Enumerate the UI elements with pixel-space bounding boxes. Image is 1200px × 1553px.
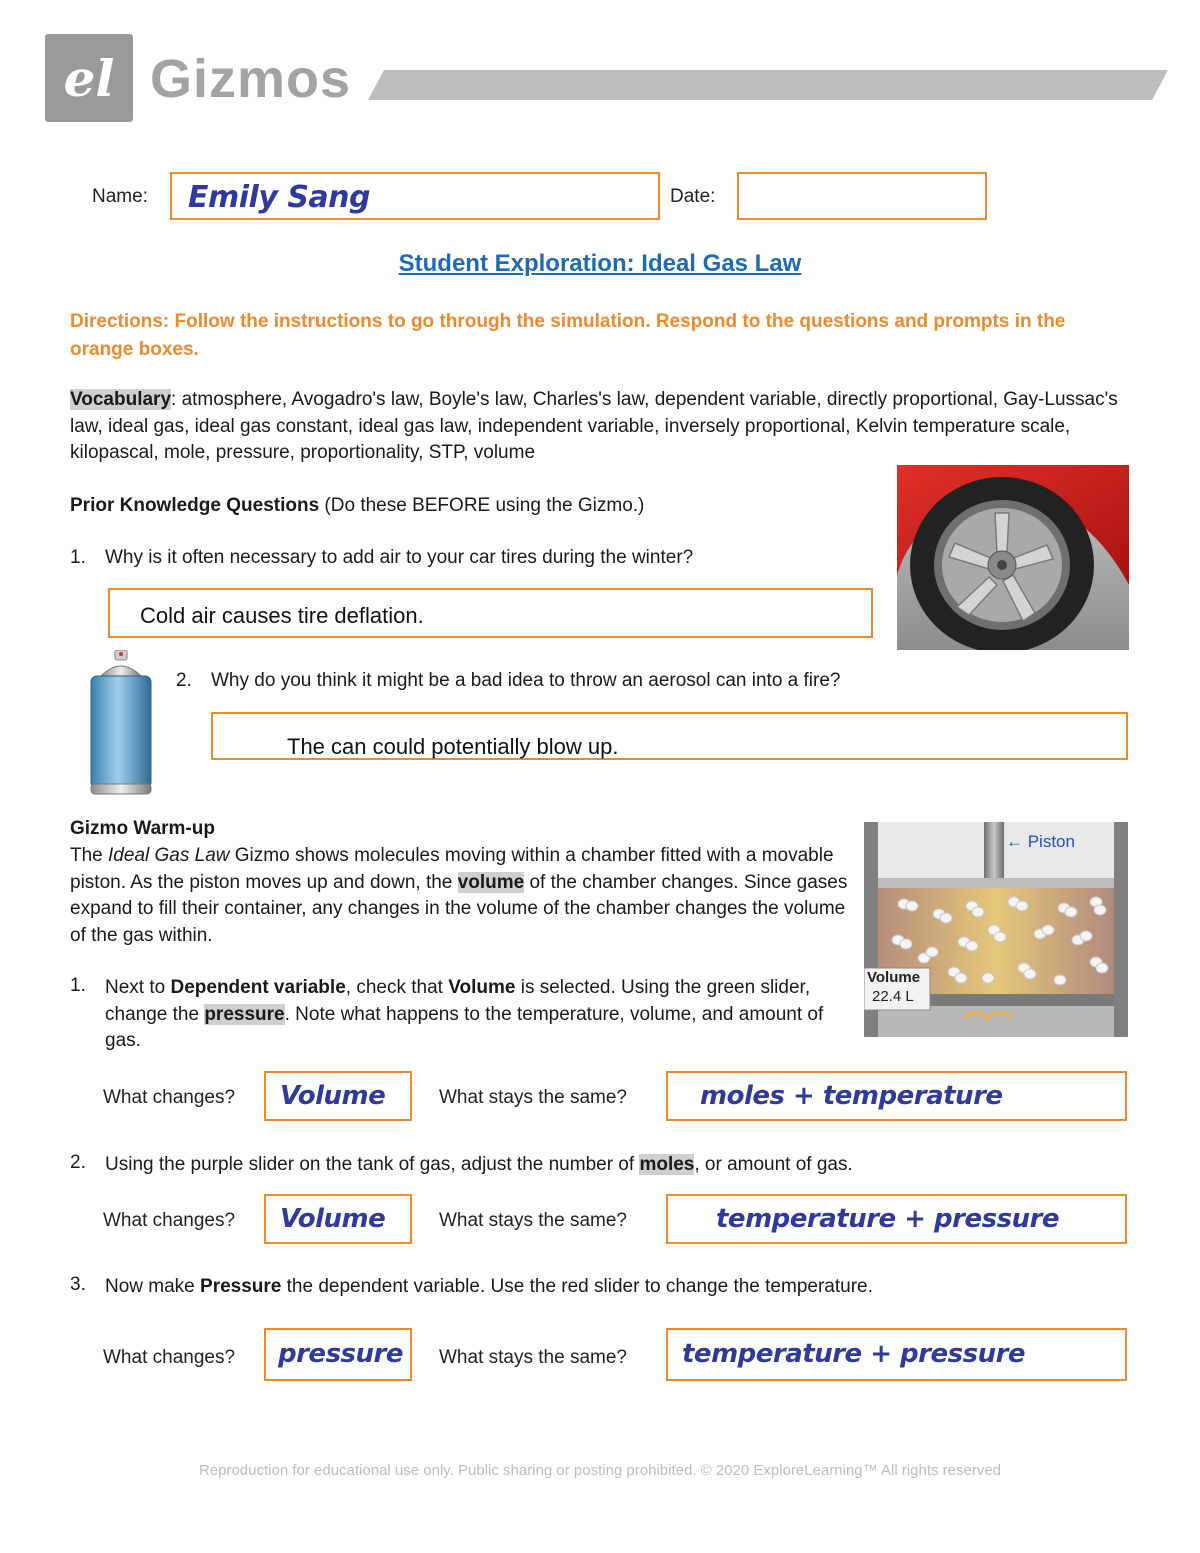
wu-q1-d: Volume xyxy=(448,977,516,998)
warmup-intro-volume: volume xyxy=(457,871,525,893)
pk-q1-number: 1. xyxy=(70,547,86,568)
wu-q1-e: is selected. Using the green slider, change the xyxy=(105,977,811,1025)
vocabulary-paragraph xyxy=(70,387,1140,467)
prior-knowledge-heading xyxy=(70,493,644,520)
brand-logo xyxy=(45,34,133,122)
vocabulary-label: Vocabulary xyxy=(70,389,172,410)
wu-q1-number: 1. xyxy=(70,975,86,996)
wu-q1-changes-answer: Volume xyxy=(280,1081,386,1111)
wu-q1-g: . Note what happens to the temperature, volume, and amount of gas. xyxy=(105,1003,824,1051)
warmup-intro-part2: Gizmo shows molecules moving within a chamber fitted with a movable piston. As the piston moves up and down, the xyxy=(70,845,834,893)
wu-q1-same-answer: moles + temperature xyxy=(700,1081,1003,1111)
volume-value: 22.4 L xyxy=(872,988,914,1005)
wu-q1-text xyxy=(105,975,850,1055)
car-tire-image xyxy=(897,465,1129,650)
wu-q1-same-label: What stays the same? xyxy=(439,1087,627,1108)
wu-q2-changes-answer: Volume xyxy=(280,1204,386,1234)
page-title: Student Exploration: Ideal Gas Law xyxy=(398,250,802,277)
wu-q2-b: moles xyxy=(639,1154,695,1175)
warmup-intro-part3: of the chamber changes. Since gases expand to fill their container, any changes in the volume of the chamber changes the volume of the gas within. xyxy=(70,871,848,946)
aerosol-can-image xyxy=(87,650,155,798)
wu-q2-a: Using the purple slider on the tank of gas, adjust the number of xyxy=(105,1154,640,1175)
prior-knowledge-title: Prior Knowledge Questions xyxy=(70,495,320,516)
wu-q3-c: the dependent variable. Use the red slider to change the temperature. xyxy=(281,1276,873,1297)
vocabulary-text: : atmosphere, Avogadro's law, Boyle's law, Charles's law, dependent variable, directly proportional, Gay-Lussac's law, ideal gas, ideal gas constant, ideal gas law, independent variable, inversely proportional, Kelvin temperature scale, kilopascal, mole, pressure, proportionality, STP, volume xyxy=(70,389,1118,463)
name-value: Emily Sang xyxy=(188,180,371,215)
pk-q2-text: Why do you think it might be a bad idea to throw an aerosol can into a fire? xyxy=(211,670,841,691)
wu-q1-changes-label: What changes? xyxy=(103,1087,236,1108)
name-label: Name: xyxy=(92,186,148,207)
wu-q3-same-answer: temperature + pressure xyxy=(682,1339,1026,1369)
date-field[interactable] xyxy=(737,172,987,220)
wu-q1-f: pressure xyxy=(204,1003,285,1025)
date-label: Date: xyxy=(670,186,716,207)
header-bar xyxy=(368,70,1168,100)
wu-q3-same-label: What stays the same? xyxy=(439,1347,627,1368)
wu-q2-number: 2. xyxy=(70,1152,86,1173)
warmup-intro-italic: Ideal Gas Law xyxy=(108,845,230,866)
wu-q2-changes-box[interactable] xyxy=(264,1194,412,1244)
wu-q3-number: 3. xyxy=(70,1274,86,1295)
wu-q2-text xyxy=(105,1152,1105,1179)
pk-a1-box[interactable] xyxy=(108,588,873,638)
pk-q2-number: 2. xyxy=(176,670,192,691)
wu-q3-text xyxy=(105,1274,1105,1301)
wu-q1-b: Dependent variable xyxy=(170,977,346,998)
footer-notice: Reproduction for educational use only. Public sharing or posting prohibited. © 2020 ExploreLearning™ All rights reserved xyxy=(198,1462,1002,1479)
wu-q2-c: , or amount of gas. xyxy=(694,1154,853,1175)
pk-q1-text: Why is it often necessary to add air to your car tires during the winter? xyxy=(105,547,694,568)
wu-q2-same-label: What stays the same? xyxy=(439,1210,627,1231)
name-field[interactable] xyxy=(170,172,660,220)
wu-q2-same-answer: temperature + pressure xyxy=(716,1204,1060,1234)
warmup-heading: Gizmo Warm-up xyxy=(70,818,215,839)
wu-q3-b: Pressure xyxy=(200,1276,282,1297)
wu-q1-c: , check that xyxy=(345,977,449,998)
piston-label: ← Piston xyxy=(1006,832,1075,851)
wu-q3-same-box[interactable] xyxy=(666,1328,1127,1381)
wu-q3-changes-box[interactable] xyxy=(264,1328,412,1381)
wu-q3-changes-answer: pressure xyxy=(278,1339,403,1369)
ideal-gas-simulation-image xyxy=(864,822,1128,1037)
directions: Directions: Follow the instructions to go through the simulation. Respond to the questions and prompts in the orange boxes. xyxy=(70,311,1066,360)
logo-glyph: el xyxy=(63,48,115,108)
wu-q2-same-box[interactable] xyxy=(666,1194,1127,1244)
wu-q3-changes-label: What changes? xyxy=(103,1347,236,1368)
wu-q1-changes-box[interactable] xyxy=(264,1071,412,1121)
warmup-intro xyxy=(70,843,850,949)
pk-a2-box[interactable] xyxy=(211,712,1128,760)
wu-q2-changes-label: What changes? xyxy=(103,1210,236,1231)
pk-a1-text: Cold air causes tire deflation. xyxy=(140,603,424,628)
wu-q1-same-box[interactable] xyxy=(666,1071,1127,1121)
prior-knowledge-note: (Do these BEFORE using the Gizmo.) xyxy=(319,495,645,516)
pk-a2-text: The can could potentially blow up. xyxy=(287,734,619,759)
warmup-intro-part1: The xyxy=(70,845,109,866)
wu-q1-a: Next to xyxy=(105,977,171,998)
volume-label: Volume xyxy=(867,969,921,986)
brand-name: Gizmos xyxy=(150,49,352,109)
wu-q3-a: Now make xyxy=(105,1276,201,1297)
